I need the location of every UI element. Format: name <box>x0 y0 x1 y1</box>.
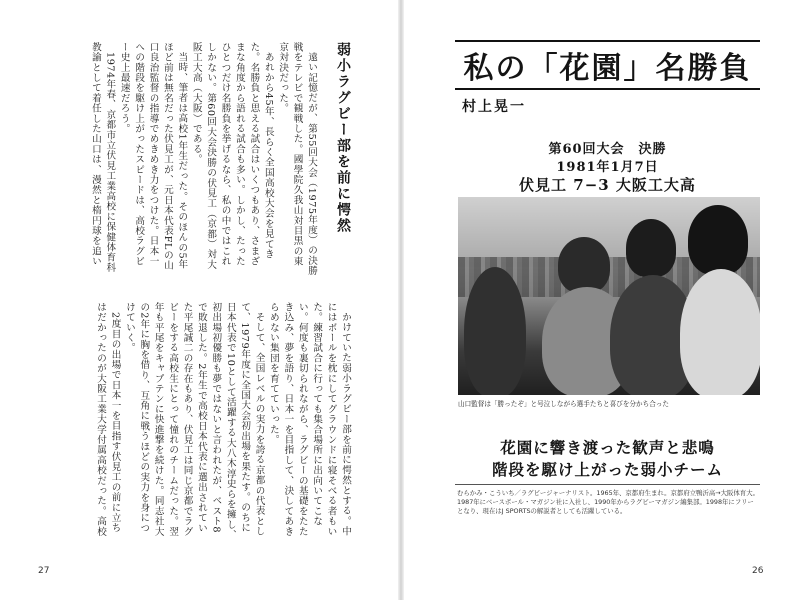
paragraph: 2度目の出場で日本一を目指す伏見工の前に立ちはだかったのが大阪工業大学付属高校だった。高校 <box>95 302 121 537</box>
page-number-right: 26 <box>752 566 764 576</box>
upper-text-block <box>46 42 318 276</box>
photo-figure <box>558 237 610 293</box>
page-number-left: 27 <box>38 566 50 576</box>
photo-caption: 山口監督は「勝ったぞ」と号泣しながら選手たちと喜びを分かち合った <box>458 400 669 408</box>
subheadline: 階段を駆け上がった弱小チーム <box>491 461 723 479</box>
section-heading: 弱小ラグビー部を前に愕然 <box>335 42 351 234</box>
event-name: 第60回大会 決勝 <box>548 142 667 157</box>
paragraph: そして、全国レベルの実力を誇る京都の代表として、1979年度に全国大会初出場を果たす。のちに日本代表で10として活躍する大八木淳史らを擁し、初出場初優勝も夢ではないと言われたが、ベスト8で敗退した。2年生で高校日本代表に選出されていた平尾誠二の存在もあり、伏見工は同じ京都でラグビーをする高校生にとって憧れのチームだった。翌年も平尾をキャプテンに快進撃を続けた。同志社大の2年に胸を借り、互角に戦うほどの実力を身につけていく。 <box>123 302 265 540</box>
photo-figure <box>626 219 676 277</box>
paragraph: 遠い記憶だが、第55回大会（1975年度）の決勝戦をテレビで観戦した。國學院久我山対目黒の東京対決だった。 <box>277 42 317 276</box>
paragraph: 当時、筆者は高校1年生だった。そのほんの5年ほど前は無名だった伏見工が、元日本代表FLの山口良治監督の指導でめきめき力をつけた。日本一への階段を駆け上がったスピードは、高校ラグビー史上最速だろう。 <box>118 42 188 271</box>
article-title: 私の「花園」名勝負 <box>455 40 760 90</box>
photo-figure <box>464 267 526 395</box>
author-name: 村上晃一 <box>462 99 526 115</box>
page-gutter <box>398 0 404 600</box>
paragraph: あれから45年、長らく全国高校大会を見てきた。名勝負と思える試合はいくつもあり、さまざまな角度から語れる試合も多い。しかし、たったひとつだけ名勝負を挙げるなら、私の中ではこれしかない。第60回大会決勝の伏見工（京都）対大阪工大高（大阪）である。 <box>190 42 274 270</box>
paragraph: 1974年春、京都市立伏見工業高校に保健体育科教諭として着任した山口は、漫然と楕円球を追い <box>89 42 116 273</box>
divider <box>455 484 760 485</box>
match-date: 1981年1月7日 <box>556 160 659 175</box>
photo-figure <box>688 205 748 275</box>
subheadline: 花園に響き渡った歓声と悲鳴 <box>500 439 715 457</box>
paragraph: かけていた弱小ラグビー部を前に愕然とする。中にはボールを枕にしてグラウンドに寝そべる者もいた。練習試合に行っても集合場所に出向いてこない。何度も裏切られながら、ラグビーの基礎をたたき込み、夢を語り、日本一を目指して、決してあきらめない集団を育てていった。 <box>267 302 351 537</box>
celebration-photo <box>458 197 760 395</box>
photo-figure <box>680 269 760 395</box>
match-score: 伏見工 7−3 大阪工大高 <box>519 176 696 194</box>
lower-text-block <box>46 302 352 542</box>
author-bio: むらかみ・こういち／ラグビージャーナリスト。1965年、京都府生まれ。京都府立鴨沂高→大阪体育大。1987年にベースボール・マガジン社に入社し、1990年からラグビーマガジン編集部。1998年にフリーとなり、現在はJ SPORTSの解説者としても活躍している。 <box>457 489 759 515</box>
